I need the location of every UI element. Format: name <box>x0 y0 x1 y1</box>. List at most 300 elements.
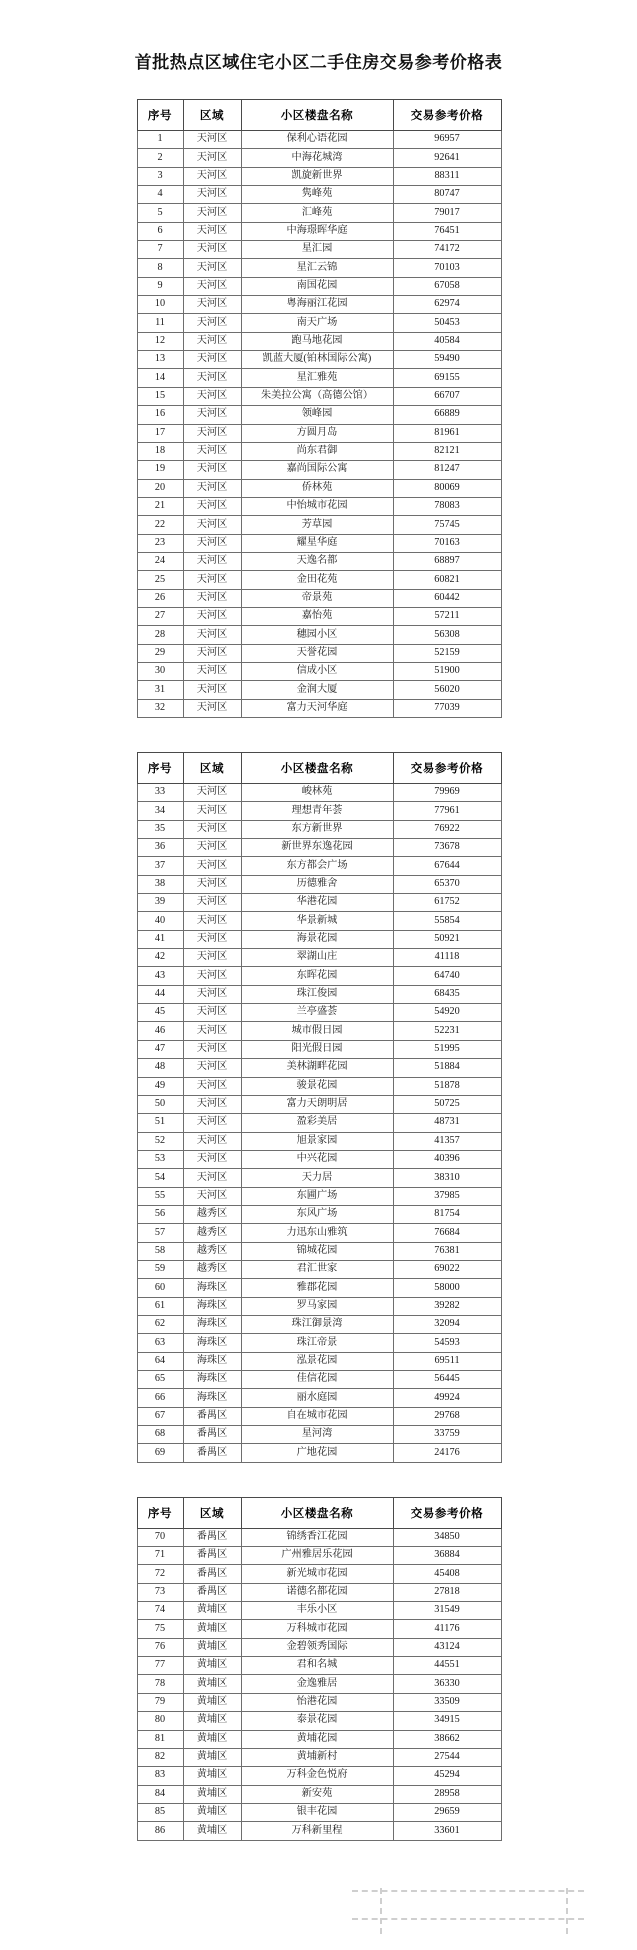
cell-index: 18 <box>137 442 183 460</box>
table-row <box>137 534 501 552</box>
cell-name: 君和名城 <box>241 1657 393 1675</box>
table-row <box>137 1022 501 1040</box>
cell-index: 44 <box>137 985 183 1003</box>
cell-price: 40396 <box>393 1150 501 1168</box>
cell-index: 22 <box>137 516 183 534</box>
table-row <box>137 186 501 204</box>
cell-index: 58 <box>137 1242 183 1260</box>
price-table-2 <box>137 752 502 1463</box>
cell-name: 锦城花园 <box>241 1242 393 1260</box>
cell-index: 36 <box>137 839 183 857</box>
cell-name: 兰亭盛荟 <box>241 1004 393 1022</box>
table-block-1 <box>137 99 501 718</box>
table-row <box>137 1444 501 1462</box>
cell-price: 31549 <box>393 1602 501 1620</box>
cell-district: 天河区 <box>183 351 241 369</box>
cell-name: 广地花园 <box>241 1444 393 1462</box>
cell-district: 越秀区 <box>183 1260 241 1278</box>
cell-district: 天河区 <box>183 802 241 820</box>
cell-name: 珠江帝景 <box>241 1334 393 1352</box>
table-row <box>137 314 501 332</box>
cell-district: 天河区 <box>183 912 241 930</box>
cell-index: 62 <box>137 1315 183 1333</box>
cell-name: 阳光假日园 <box>241 1040 393 1058</box>
table-row <box>137 1371 501 1389</box>
cell-name: 理想青年荟 <box>241 802 393 820</box>
cell-name: 力迅东山雅筑 <box>241 1224 393 1242</box>
cell-name: 东圃广场 <box>241 1187 393 1205</box>
cell-district: 天河区 <box>183 857 241 875</box>
cell-price: 45408 <box>393 1565 501 1583</box>
cell-price: 67058 <box>393 277 501 295</box>
table-row <box>137 1297 501 1315</box>
table-block-3 <box>137 1497 501 1841</box>
cell-index: 59 <box>137 1260 183 1278</box>
cell-district: 番禺区 <box>183 1547 241 1565</box>
table-row <box>137 1059 501 1077</box>
cell-district: 海珠区 <box>183 1334 241 1352</box>
table-row <box>137 351 501 369</box>
cell-price: 80747 <box>393 186 501 204</box>
table-row <box>137 1730 501 1748</box>
cell-name: 雅郡花园 <box>241 1279 393 1297</box>
cell-index: 31 <box>137 681 183 699</box>
cell-name: 万科金色悦府 <box>241 1767 393 1785</box>
cell-district: 天河区 <box>183 839 241 857</box>
table-row <box>137 1224 501 1242</box>
cell-name: 领峰园 <box>241 406 393 424</box>
table-row <box>137 1389 501 1407</box>
cell-index: 66 <box>137 1389 183 1407</box>
cell-price: 51884 <box>393 1059 501 1077</box>
cell-district: 天河区 <box>183 149 241 167</box>
table-row <box>137 1315 501 1333</box>
cell-index: 60 <box>137 1279 183 1297</box>
cell-district: 天河区 <box>183 387 241 405</box>
cell-price: 52159 <box>393 644 501 662</box>
cell-district: 黄埔区 <box>183 1657 241 1675</box>
table-row <box>137 1095 501 1113</box>
cell-district: 天河区 <box>183 131 241 149</box>
table-row <box>137 1077 501 1095</box>
cell-price: 80069 <box>393 479 501 497</box>
cell-name: 耀星华庭 <box>241 534 393 552</box>
table-row <box>137 699 501 717</box>
header-price: 交易参考价格 <box>393 100 501 131</box>
cell-district: 天河区 <box>183 875 241 893</box>
table-row <box>137 875 501 893</box>
cell-name: 星河湾 <box>241 1426 393 1444</box>
cell-name: 新安苑 <box>241 1785 393 1803</box>
cell-district: 黄埔区 <box>183 1748 241 1766</box>
cell-district: 番禺区 <box>183 1426 241 1444</box>
cell-index: 20 <box>137 479 183 497</box>
cell-district: 越秀区 <box>183 1242 241 1260</box>
cell-index: 73 <box>137 1583 183 1601</box>
cell-name: 金润大厦 <box>241 681 393 699</box>
cell-name: 东方新世界 <box>241 820 393 838</box>
cell-index: 35 <box>137 820 183 838</box>
cell-district: 天河区 <box>183 930 241 948</box>
cell-price: 27544 <box>393 1748 501 1766</box>
cell-district: 天河区 <box>183 424 241 442</box>
header-row <box>137 1497 501 1528</box>
table-row <box>137 369 501 387</box>
cell-name: 南天广场 <box>241 314 393 332</box>
table-row <box>137 497 501 515</box>
table-row <box>137 626 501 644</box>
cell-index: 70 <box>137 1528 183 1546</box>
cell-district: 越秀区 <box>183 1224 241 1242</box>
cell-district: 天河区 <box>183 1077 241 1095</box>
cell-district: 番禺区 <box>183 1528 241 1546</box>
cell-index: 8 <box>137 259 183 277</box>
cell-name: 旭景家园 <box>241 1132 393 1150</box>
table-row <box>137 857 501 875</box>
cell-index: 28 <box>137 626 183 644</box>
cell-district: 天河区 <box>183 644 241 662</box>
cell-district: 天河区 <box>183 607 241 625</box>
cell-name: 诺德名都花园 <box>241 1583 393 1601</box>
cell-price: 54920 <box>393 1004 501 1022</box>
cell-index: 14 <box>137 369 183 387</box>
cell-district: 天河区 <box>183 241 241 259</box>
cell-index: 12 <box>137 332 183 350</box>
table-row <box>137 387 501 405</box>
cell-district: 番禺区 <box>183 1583 241 1601</box>
cell-price: 33759 <box>393 1426 501 1444</box>
cell-price: 50725 <box>393 1095 501 1113</box>
cell-price: 79017 <box>393 204 501 222</box>
cell-price: 81754 <box>393 1205 501 1223</box>
cell-district: 天河区 <box>183 1150 241 1168</box>
table-block-2 <box>137 752 501 1463</box>
cell-name: 珠江御景湾 <box>241 1315 393 1333</box>
cell-index: 81 <box>137 1730 183 1748</box>
cell-name: 万科城市花园 <box>241 1620 393 1638</box>
cell-name: 天力居 <box>241 1169 393 1187</box>
cell-price: 92641 <box>393 149 501 167</box>
cell-district: 天河区 <box>183 1132 241 1150</box>
cell-name: 汇峰苑 <box>241 204 393 222</box>
page-title: 首批热点区域住宅小区二手住房交易参考价格表 <box>134 53 503 72</box>
cell-name: 翠湖山庄 <box>241 949 393 967</box>
cell-index: 9 <box>137 277 183 295</box>
watermark-dash-left <box>380 1888 382 1934</box>
header-district: 区域 <box>183 1497 241 1528</box>
cell-name: 骏景花园 <box>241 1077 393 1095</box>
table-row <box>137 949 501 967</box>
cell-district: 天河区 <box>183 296 241 314</box>
cell-district: 海珠区 <box>183 1315 241 1333</box>
cell-district: 天河区 <box>183 662 241 680</box>
cell-index: 33 <box>137 784 183 802</box>
table-row <box>137 442 501 460</box>
cell-price: 43124 <box>393 1638 501 1656</box>
cell-index: 84 <box>137 1785 183 1803</box>
cell-name: 粤海丽江花园 <box>241 296 393 314</box>
cell-index: 46 <box>137 1022 183 1040</box>
cell-district: 天河区 <box>183 167 241 185</box>
cell-index: 64 <box>137 1352 183 1370</box>
cell-index: 1 <box>137 131 183 149</box>
cell-district: 海珠区 <box>183 1297 241 1315</box>
table-row <box>137 1260 501 1278</box>
table-row <box>137 1803 501 1821</box>
cell-district: 黄埔区 <box>183 1730 241 1748</box>
cell-price: 56020 <box>393 681 501 699</box>
cell-price: 56445 <box>393 1371 501 1389</box>
header-price: 交易参考价格 <box>393 1497 501 1528</box>
cell-district: 天河区 <box>183 1114 241 1132</box>
cell-name: 中怡城市花园 <box>241 497 393 515</box>
table-row <box>137 912 501 930</box>
cell-district: 天河区 <box>183 784 241 802</box>
cell-price: 58000 <box>393 1279 501 1297</box>
header-price: 交易参考价格 <box>393 753 501 784</box>
cell-name: 美林湖畔花园 <box>241 1059 393 1077</box>
cell-index: 83 <box>137 1767 183 1785</box>
table-row <box>137 479 501 497</box>
cell-district: 天河区 <box>183 949 241 967</box>
price-table-1 <box>137 99 502 718</box>
cell-name: 朱美拉公寓（高德公馆） <box>241 387 393 405</box>
table-row <box>137 1150 501 1168</box>
cell-price: 76922 <box>393 820 501 838</box>
cell-name: 广州雅居乐花园 <box>241 1547 393 1565</box>
table-row <box>137 1657 501 1675</box>
table-row <box>137 1547 501 1565</box>
table-row <box>137 1528 501 1546</box>
cell-district: 天河区 <box>183 516 241 534</box>
table-row <box>137 839 501 857</box>
cell-index: 10 <box>137 296 183 314</box>
cell-price: 66889 <box>393 406 501 424</box>
watermark-dash-right <box>566 1888 568 1934</box>
table-row <box>137 167 501 185</box>
header-index: 序号 <box>137 753 183 784</box>
cell-price: 49924 <box>393 1389 501 1407</box>
cell-index: 7 <box>137 241 183 259</box>
cell-index: 74 <box>137 1602 183 1620</box>
cell-price: 69511 <box>393 1352 501 1370</box>
cell-district: 黄埔区 <box>183 1785 241 1803</box>
cell-district: 天河区 <box>183 442 241 460</box>
cell-index: 15 <box>137 387 183 405</box>
cell-name: 跑马地花园 <box>241 332 393 350</box>
cell-name: 星汇园 <box>241 241 393 259</box>
cell-index: 85 <box>137 1803 183 1821</box>
cell-index: 25 <box>137 571 183 589</box>
table-row <box>137 802 501 820</box>
cell-price: 69155 <box>393 369 501 387</box>
cell-district: 天河区 <box>183 1040 241 1058</box>
watermark-dash-bottom <box>352 1918 584 1920</box>
cell-index: 76 <box>137 1638 183 1656</box>
cell-index: 19 <box>137 461 183 479</box>
cell-district: 天河区 <box>183 222 241 240</box>
cell-price: 51995 <box>393 1040 501 1058</box>
cell-name: 新世界东逸花园 <box>241 839 393 857</box>
cell-district: 番禺区 <box>183 1444 241 1462</box>
cell-price: 70163 <box>393 534 501 552</box>
watermark-dash-top <box>352 1890 584 1892</box>
cell-district: 越秀区 <box>183 1205 241 1223</box>
cell-index: 29 <box>137 644 183 662</box>
header-district: 区域 <box>183 100 241 131</box>
cell-name: 中兴花园 <box>241 1150 393 1168</box>
cell-index: 6 <box>137 222 183 240</box>
cell-index: 52 <box>137 1132 183 1150</box>
cell-name: 星汇云锦 <box>241 259 393 277</box>
cell-district: 黄埔区 <box>183 1767 241 1785</box>
cell-index: 42 <box>137 949 183 967</box>
cell-district: 天河区 <box>183 552 241 570</box>
cell-name: 峻林苑 <box>241 784 393 802</box>
cell-price: 36330 <box>393 1675 501 1693</box>
table-row <box>137 1712 501 1730</box>
cell-district: 黄埔区 <box>183 1620 241 1638</box>
table-row <box>137 681 501 699</box>
cell-index: 65 <box>137 1371 183 1389</box>
table-row <box>137 662 501 680</box>
cell-index: 61 <box>137 1297 183 1315</box>
cell-district: 黄埔区 <box>183 1822 241 1840</box>
cell-name: 锦绣香江花园 <box>241 1528 393 1546</box>
cell-index: 43 <box>137 967 183 985</box>
cell-name: 芳草园 <box>241 516 393 534</box>
cell-district: 海珠区 <box>183 1279 241 1297</box>
cell-index: 82 <box>137 1748 183 1766</box>
cell-price: 82121 <box>393 442 501 460</box>
cell-district: 天河区 <box>183 571 241 589</box>
cell-name: 怡港花园 <box>241 1693 393 1711</box>
cell-price: 67644 <box>393 857 501 875</box>
cell-price: 81961 <box>393 424 501 442</box>
cell-name: 嘉怡苑 <box>241 607 393 625</box>
cell-price: 38310 <box>393 1169 501 1187</box>
cell-price: 45294 <box>393 1767 501 1785</box>
cell-price: 37985 <box>393 1187 501 1205</box>
cell-name: 中海璟晖华庭 <box>241 222 393 240</box>
table-row <box>137 1565 501 1583</box>
header-row <box>137 753 501 784</box>
cell-price: 34915 <box>393 1712 501 1730</box>
cell-index: 17 <box>137 424 183 442</box>
table-row <box>137 1169 501 1187</box>
cell-district: 海珠区 <box>183 1371 241 1389</box>
table-body-1 <box>137 131 501 718</box>
table-row <box>137 552 501 570</box>
cell-name: 东风广场 <box>241 1205 393 1223</box>
cell-name: 盈彩美居 <box>241 1114 393 1132</box>
cell-name: 隽峰苑 <box>241 186 393 204</box>
header-row <box>137 100 501 131</box>
cell-price: 68435 <box>393 985 501 1003</box>
cell-index: 55 <box>137 1187 183 1205</box>
table-row <box>137 1040 501 1058</box>
cell-index: 26 <box>137 589 183 607</box>
header-district: 区域 <box>183 753 241 784</box>
cell-name: 天逸名都 <box>241 552 393 570</box>
cell-district: 天河区 <box>183 1004 241 1022</box>
cell-name: 城市假日园 <box>241 1022 393 1040</box>
cell-index: 2 <box>137 149 183 167</box>
table-row <box>137 571 501 589</box>
cell-price: 54593 <box>393 1334 501 1352</box>
table-row <box>137 1602 501 1620</box>
cell-index: 72 <box>137 1565 183 1583</box>
cell-price: 41118 <box>393 949 501 967</box>
cell-district: 黄埔区 <box>183 1712 241 1730</box>
cell-name: 南国花园 <box>241 277 393 295</box>
cell-index: 51 <box>137 1114 183 1132</box>
cell-price: 66707 <box>393 387 501 405</box>
table-row <box>137 1620 501 1638</box>
cell-district: 海珠区 <box>183 1352 241 1370</box>
watermark-overlay <box>352 1888 584 1934</box>
cell-name: 凯蓝大厦(铂林国际公寓) <box>241 351 393 369</box>
cell-district: 黄埔区 <box>183 1638 241 1656</box>
cell-name: 历德雅舍 <box>241 875 393 893</box>
cell-name: 富力天朗明居 <box>241 1095 393 1113</box>
cell-name: 华景新城 <box>241 912 393 930</box>
cell-index: 68 <box>137 1426 183 1444</box>
cell-index: 49 <box>137 1077 183 1095</box>
cell-index: 32 <box>137 699 183 717</box>
cell-district: 天河区 <box>183 259 241 277</box>
cell-name: 尚东君御 <box>241 442 393 460</box>
table-row <box>137 1785 501 1803</box>
cell-price: 96957 <box>393 131 501 149</box>
cell-price: 69022 <box>393 1260 501 1278</box>
table-row <box>137 424 501 442</box>
cell-name: 丰乐小区 <box>241 1602 393 1620</box>
price-table-3 <box>137 1497 502 1841</box>
cell-name: 自在城市花园 <box>241 1407 393 1425</box>
table-header-3 <box>137 1497 501 1528</box>
cell-price: 77039 <box>393 699 501 717</box>
cell-price: 75745 <box>393 516 501 534</box>
cell-index: 39 <box>137 894 183 912</box>
cell-price: 77961 <box>393 802 501 820</box>
cell-index: 3 <box>137 167 183 185</box>
cell-index: 53 <box>137 1150 183 1168</box>
cell-district: 黄埔区 <box>183 1803 241 1821</box>
cell-price: 38662 <box>393 1730 501 1748</box>
cell-index: 79 <box>137 1693 183 1711</box>
cell-index: 80 <box>137 1712 183 1730</box>
table-header-2 <box>137 753 501 784</box>
cell-district: 天河区 <box>183 589 241 607</box>
cell-price: 32094 <box>393 1315 501 1333</box>
cell-name: 天誉花园 <box>241 644 393 662</box>
cell-price: 51900 <box>393 662 501 680</box>
cell-index: 24 <box>137 552 183 570</box>
cell-index: 34 <box>137 802 183 820</box>
cell-district: 天河区 <box>183 332 241 350</box>
cell-index: 69 <box>137 1444 183 1462</box>
table-row <box>137 1114 501 1132</box>
cell-index: 5 <box>137 204 183 222</box>
cell-district: 天河区 <box>183 967 241 985</box>
table-row <box>137 894 501 912</box>
table-row <box>137 204 501 222</box>
cell-price: 27818 <box>393 1583 501 1601</box>
cell-district: 黄埔区 <box>183 1693 241 1711</box>
cell-district: 天河区 <box>183 1169 241 1187</box>
cell-index: 63 <box>137 1334 183 1352</box>
